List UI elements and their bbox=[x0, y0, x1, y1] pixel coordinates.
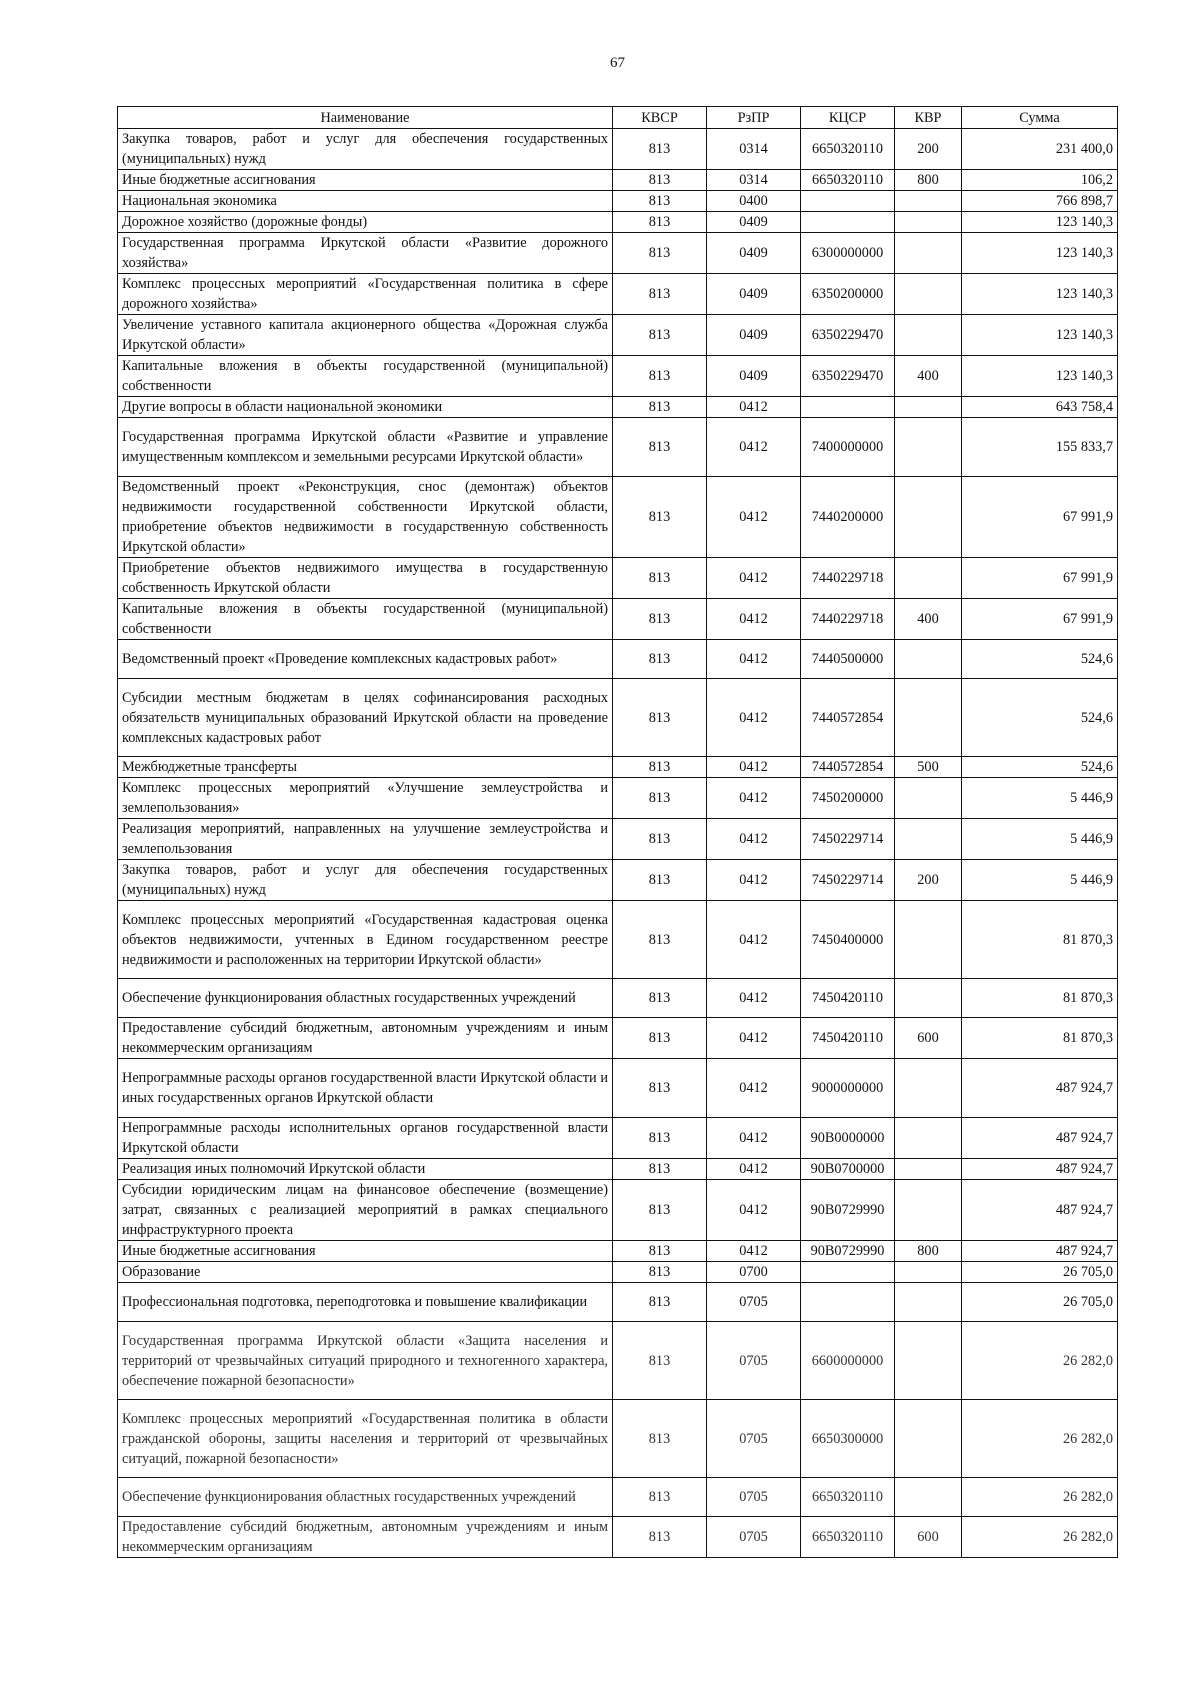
row-sum-cell: 67 991,9 bbox=[962, 599, 1118, 640]
row-name-cell: Субсидии юридическим лицам на финансовое обеспечение (возмещение) затрат, связанных с реализацией мероприятий в рамках специального инфраструктурного проекта bbox=[118, 1180, 613, 1241]
row-rzpr-cell: 0412 bbox=[707, 418, 801, 477]
table-row bbox=[118, 418, 1118, 477]
row-kvr-cell bbox=[895, 1059, 962, 1118]
table-row bbox=[118, 129, 1118, 170]
row-kvr-cell bbox=[895, 979, 962, 1018]
row-kvr-cell: 200 bbox=[895, 129, 962, 170]
row-kvsr-cell: 813 bbox=[613, 1400, 707, 1478]
row-sum-cell: 81 870,3 bbox=[962, 979, 1118, 1018]
row-kvr-cell bbox=[895, 477, 962, 558]
row-kvr-cell bbox=[895, 418, 962, 477]
row-name-cell: Государственная программа Иркутской области «Защита населения и территорий от чрезвычайных ситуаций природного и техногенного характера, обеспечение пожарной безопасности» bbox=[118, 1322, 613, 1400]
row-kvsr-cell: 813 bbox=[613, 274, 707, 315]
row-rzpr-cell: 0412 bbox=[707, 819, 801, 860]
table-row bbox=[118, 233, 1118, 274]
row-kvr-cell: 800 bbox=[895, 1241, 962, 1262]
row-kvr-cell bbox=[895, 1283, 962, 1322]
row-sum-cell: 524,6 bbox=[962, 640, 1118, 679]
row-kvsr-cell: 813 bbox=[613, 1262, 707, 1283]
row-rzpr-cell: 0412 bbox=[707, 979, 801, 1018]
row-rzpr-cell: 0412 bbox=[707, 1118, 801, 1159]
row-kcsr-cell: 7450229714 bbox=[801, 819, 895, 860]
row-kcsr-cell: 6650300000 bbox=[801, 1400, 895, 1478]
row-kvsr-cell: 813 bbox=[613, 901, 707, 979]
row-kcsr-cell bbox=[801, 1283, 895, 1322]
row-name-cell: Капитальные вложения в объекты государственной (муниципальной) собственности bbox=[118, 599, 613, 640]
row-name-cell: Иные бюджетные ассигнования bbox=[118, 170, 613, 191]
row-sum-cell: 487 924,7 bbox=[962, 1241, 1118, 1262]
row-kvsr-cell: 813 bbox=[613, 599, 707, 640]
row-kvsr-cell: 813 bbox=[613, 418, 707, 477]
row-rzpr-cell: 0705 bbox=[707, 1283, 801, 1322]
row-sum-cell: 26 282,0 bbox=[962, 1322, 1118, 1400]
row-name-cell: Капитальные вложения в объекты государственной (муниципальной) собственности bbox=[118, 356, 613, 397]
row-kcsr-cell: 7450420110 bbox=[801, 979, 895, 1018]
row-kvsr-cell: 813 bbox=[613, 1322, 707, 1400]
row-kvsr-cell: 813 bbox=[613, 1018, 707, 1059]
row-sum-cell: 231 400,0 bbox=[962, 129, 1118, 170]
page-number: 67 bbox=[610, 55, 625, 71]
row-kvsr-cell: 813 bbox=[613, 129, 707, 170]
row-kvr-cell bbox=[895, 212, 962, 233]
row-kvr-cell: 500 bbox=[895, 757, 962, 778]
table-row bbox=[118, 757, 1118, 778]
row-kcsr-cell: 90В0700000 bbox=[801, 1159, 895, 1180]
row-name-cell: Закупка товаров, работ и услуг для обеспечения государственных (муниципальных) нужд bbox=[118, 129, 613, 170]
row-rzpr-cell: 0314 bbox=[707, 129, 801, 170]
row-kvr-cell: 200 bbox=[895, 860, 962, 901]
row-kvsr-cell: 813 bbox=[613, 212, 707, 233]
row-sum-cell: 524,6 bbox=[962, 757, 1118, 778]
row-kvr-cell bbox=[895, 1478, 962, 1517]
row-kcsr-cell: 90В0729990 bbox=[801, 1180, 895, 1241]
row-sum-cell: 26 705,0 bbox=[962, 1283, 1118, 1322]
row-name-cell: Увеличение уставного капитала акционерного общества «Дорожная служба Иркутской области» bbox=[118, 315, 613, 356]
row-kcsr-cell: 6650320110 bbox=[801, 1517, 895, 1558]
row-rzpr-cell: 0700 bbox=[707, 1262, 801, 1283]
table-row bbox=[118, 599, 1118, 640]
column-header-kcsr: КЦСР bbox=[801, 107, 895, 129]
row-kvsr-cell: 813 bbox=[613, 640, 707, 679]
row-kcsr-cell: 7450229714 bbox=[801, 860, 895, 901]
table-row bbox=[118, 1283, 1118, 1322]
row-kvsr-cell: 813 bbox=[613, 679, 707, 757]
row-name-cell: Ведомственный проект «Проведение комплексных кадастровых работ» bbox=[118, 640, 613, 679]
row-kvsr-cell: 813 bbox=[613, 191, 707, 212]
column-header-kvsr: КВСР bbox=[613, 107, 707, 129]
row-rzpr-cell: 0409 bbox=[707, 274, 801, 315]
row-rzpr-cell: 0409 bbox=[707, 212, 801, 233]
row-sum-cell: 766 898,7 bbox=[962, 191, 1118, 212]
row-kvr-cell bbox=[895, 1262, 962, 1283]
row-kvsr-cell: 813 bbox=[613, 1118, 707, 1159]
row-sum-cell: 487 924,7 bbox=[962, 1118, 1118, 1159]
row-rzpr-cell: 0412 bbox=[707, 757, 801, 778]
row-name-cell: Реализация иных полномочий Иркутской области bbox=[118, 1159, 613, 1180]
row-kvr-cell bbox=[895, 640, 962, 679]
row-sum-cell: 123 140,3 bbox=[962, 274, 1118, 315]
row-kvsr-cell: 813 bbox=[613, 757, 707, 778]
row-kvsr-cell: 813 bbox=[613, 1059, 707, 1118]
row-kcsr-cell: 6300000000 bbox=[801, 233, 895, 274]
row-sum-cell: 106,2 bbox=[962, 170, 1118, 191]
row-rzpr-cell: 0705 bbox=[707, 1478, 801, 1517]
row-rzpr-cell: 0409 bbox=[707, 315, 801, 356]
table-row bbox=[118, 558, 1118, 599]
row-name-cell: Иные бюджетные ассигнования bbox=[118, 1241, 613, 1262]
row-name-cell: Реализация мероприятий, направленных на улучшение землеустройства и землепользования bbox=[118, 819, 613, 860]
row-kvr-cell bbox=[895, 778, 962, 819]
row-name-cell: Образование bbox=[118, 1262, 613, 1283]
row-kvsr-cell: 813 bbox=[613, 315, 707, 356]
column-header-name: Наименование bbox=[118, 107, 613, 129]
row-kcsr-cell: 90В0000000 bbox=[801, 1118, 895, 1159]
row-kvsr-cell: 813 bbox=[613, 170, 707, 191]
row-kvsr-cell: 813 bbox=[613, 1478, 707, 1517]
row-kcsr-cell: 90В0729990 bbox=[801, 1241, 895, 1262]
row-rzpr-cell: 0412 bbox=[707, 860, 801, 901]
row-kcsr-cell: 6350229470 bbox=[801, 356, 895, 397]
row-rzpr-cell: 0412 bbox=[707, 679, 801, 757]
row-kvsr-cell: 813 bbox=[613, 1517, 707, 1558]
row-rzpr-cell: 0705 bbox=[707, 1322, 801, 1400]
row-kvr-cell bbox=[895, 1322, 962, 1400]
row-rzpr-cell: 0412 bbox=[707, 1018, 801, 1059]
row-kvr-cell bbox=[895, 1180, 962, 1241]
column-header-kvr: КВР bbox=[895, 107, 962, 129]
table-row bbox=[118, 1159, 1118, 1180]
row-kcsr-cell: 9000000000 bbox=[801, 1059, 895, 1118]
row-kvsr-cell: 813 bbox=[613, 1180, 707, 1241]
table-row bbox=[118, 315, 1118, 356]
row-sum-cell: 5 446,9 bbox=[962, 778, 1118, 819]
table-row bbox=[118, 1322, 1118, 1400]
row-sum-cell: 487 924,7 bbox=[962, 1180, 1118, 1241]
row-kcsr-cell: 6350229470 bbox=[801, 315, 895, 356]
row-sum-cell: 81 870,3 bbox=[962, 1018, 1118, 1059]
row-kvsr-cell: 813 bbox=[613, 397, 707, 418]
row-kvr-cell bbox=[895, 1400, 962, 1478]
row-name-cell: Ведомственный проект «Реконструкция, снос (демонтаж) объектов недвижимости государственной собственности Иркутской области, приобретение объектов недвижимости в государственную собственность Иркутской области» bbox=[118, 477, 613, 558]
row-kvsr-cell: 813 bbox=[613, 778, 707, 819]
row-sum-cell: 67 991,9 bbox=[962, 558, 1118, 599]
row-kcsr-cell: 7440200000 bbox=[801, 477, 895, 558]
row-kvsr-cell: 813 bbox=[613, 1283, 707, 1322]
row-kvsr-cell: 813 bbox=[613, 1159, 707, 1180]
row-sum-cell: 123 140,3 bbox=[962, 315, 1118, 356]
row-kvr-cell: 600 bbox=[895, 1517, 962, 1558]
budget-table bbox=[117, 106, 1118, 1558]
row-kvr-cell bbox=[895, 819, 962, 860]
table-row bbox=[118, 1241, 1118, 1262]
row-kvsr-cell: 813 bbox=[613, 1241, 707, 1262]
row-name-cell: Предоставление субсидий бюджетным, автономным учреждениям и иным некоммерческим организациям bbox=[118, 1018, 613, 1059]
row-name-cell: Обеспечение функционирования областных государственных учреждений bbox=[118, 979, 613, 1018]
row-sum-cell: 524,6 bbox=[962, 679, 1118, 757]
row-kvr-cell bbox=[895, 1159, 962, 1180]
row-kcsr-cell bbox=[801, 1262, 895, 1283]
row-kcsr-cell: 7440500000 bbox=[801, 640, 895, 679]
row-rzpr-cell: 0314 bbox=[707, 170, 801, 191]
table-row bbox=[118, 640, 1118, 679]
column-header-sum: Сумма bbox=[962, 107, 1118, 129]
row-sum-cell: 67 991,9 bbox=[962, 477, 1118, 558]
row-kvr-cell bbox=[895, 558, 962, 599]
row-kvsr-cell: 813 bbox=[613, 819, 707, 860]
row-kvr-cell: 400 bbox=[895, 599, 962, 640]
row-name-cell: Комплекс процессных мероприятий «Государственная политика в сфере дорожного хозяйства» bbox=[118, 274, 613, 315]
row-sum-cell: 487 924,7 bbox=[962, 1159, 1118, 1180]
row-kcsr-cell: 6350200000 bbox=[801, 274, 895, 315]
row-name-cell: Другие вопросы в области национальной экономики bbox=[118, 397, 613, 418]
row-sum-cell: 487 924,7 bbox=[962, 1059, 1118, 1118]
row-kvsr-cell: 813 bbox=[613, 558, 707, 599]
table-row bbox=[118, 1478, 1118, 1517]
row-name-cell: Межбюджетные трансферты bbox=[118, 757, 613, 778]
row-sum-cell: 123 140,3 bbox=[962, 356, 1118, 397]
row-rzpr-cell: 0705 bbox=[707, 1400, 801, 1478]
row-kcsr-cell bbox=[801, 191, 895, 212]
row-name-cell: Обеспечение функционирования областных государственных учреждений bbox=[118, 1478, 613, 1517]
row-kcsr-cell: 7440572854 bbox=[801, 679, 895, 757]
row-name-cell: Государственная программа Иркутской области «Развитие дорожного хозяйства» bbox=[118, 233, 613, 274]
table-row bbox=[118, 679, 1118, 757]
column-header-rzpr: РзПР bbox=[707, 107, 801, 129]
row-name-cell: Комплекс процессных мероприятий «Государственная кадастровая оценка объектов недвижимости, учтенных в Едином государственном реестре недвижимости и расположенных на территории Иркутской области» bbox=[118, 901, 613, 979]
row-kcsr-cell: 6650320110 bbox=[801, 170, 895, 191]
row-name-cell: Профессиональная подготовка, переподготовка и повышение квалификации bbox=[118, 1283, 613, 1322]
row-rzpr-cell: 0412 bbox=[707, 558, 801, 599]
row-sum-cell: 26 282,0 bbox=[962, 1400, 1118, 1478]
row-sum-cell: 26 705,0 bbox=[962, 1262, 1118, 1283]
row-rzpr-cell: 0409 bbox=[707, 356, 801, 397]
row-rzpr-cell: 0412 bbox=[707, 901, 801, 979]
row-name-cell: Комплекс процессных мероприятий «Улучшение землеустройства и землепользования» bbox=[118, 778, 613, 819]
row-rzpr-cell: 0412 bbox=[707, 1159, 801, 1180]
row-kvr-cell bbox=[895, 397, 962, 418]
row-sum-cell: 81 870,3 bbox=[962, 901, 1118, 979]
row-name-cell: Дорожное хозяйство (дорожные фонды) bbox=[118, 212, 613, 233]
row-kvsr-cell: 813 bbox=[613, 356, 707, 397]
row-sum-cell: 5 446,9 bbox=[962, 819, 1118, 860]
table-row bbox=[118, 1262, 1118, 1283]
row-name-cell: Непрограммные расходы органов государственной власти Иркутской области и иных государственных органов Иркутской области bbox=[118, 1059, 613, 1118]
row-name-cell: Закупка товаров, работ и услуг для обеспечения государственных (муниципальных) нужд bbox=[118, 860, 613, 901]
row-kvr-cell: 400 bbox=[895, 356, 962, 397]
row-kcsr-cell: 7450420110 bbox=[801, 1018, 895, 1059]
row-rzpr-cell: 0412 bbox=[707, 1059, 801, 1118]
row-rzpr-cell: 0412 bbox=[707, 1241, 801, 1262]
table-row bbox=[118, 191, 1118, 212]
row-rzpr-cell: 0412 bbox=[707, 1180, 801, 1241]
row-name-cell: Национальная экономика bbox=[118, 191, 613, 212]
row-name-cell: Субсидии местным бюджетам в целях софинансирования расходных обязательств муниципальных образований Иркутской области на проведение комплексных кадастровых работ bbox=[118, 679, 613, 757]
row-kcsr-cell: 6600000000 bbox=[801, 1322, 895, 1400]
table-row bbox=[118, 170, 1118, 191]
table-row bbox=[118, 356, 1118, 397]
table-row bbox=[118, 212, 1118, 233]
row-name-cell: Комплекс процессных мероприятий «Государственная политика в области гражданской обороны, защиты населения и территорий от чрезвычайных ситуаций, пожарной безопасности» bbox=[118, 1400, 613, 1478]
row-kvsr-cell: 813 bbox=[613, 233, 707, 274]
row-kvr-cell bbox=[895, 191, 962, 212]
row-sum-cell: 155 833,7 bbox=[962, 418, 1118, 477]
row-kcsr-cell: 7440229718 bbox=[801, 558, 895, 599]
row-kvr-cell bbox=[895, 901, 962, 979]
table-row bbox=[118, 1400, 1118, 1478]
table-row bbox=[118, 979, 1118, 1018]
row-kcsr-cell: 7450200000 bbox=[801, 778, 895, 819]
row-kvr-cell bbox=[895, 233, 962, 274]
row-name-cell: Предоставление субсидий бюджетным, автономным учреждениям и иным некоммерческим организациям bbox=[118, 1517, 613, 1558]
row-rzpr-cell: 0705 bbox=[707, 1517, 801, 1558]
table-header-row bbox=[118, 107, 1118, 129]
table-row bbox=[118, 1180, 1118, 1241]
row-rzpr-cell: 0412 bbox=[707, 477, 801, 558]
table-row bbox=[118, 819, 1118, 860]
table-row bbox=[118, 1517, 1118, 1558]
row-sum-cell: 123 140,3 bbox=[962, 212, 1118, 233]
row-kvsr-cell: 813 bbox=[613, 860, 707, 901]
row-rzpr-cell: 0412 bbox=[707, 640, 801, 679]
table-row bbox=[118, 1059, 1118, 1118]
row-rzpr-cell: 0409 bbox=[707, 233, 801, 274]
row-kvsr-cell: 813 bbox=[613, 477, 707, 558]
row-kvr-cell bbox=[895, 679, 962, 757]
row-kvr-cell bbox=[895, 1118, 962, 1159]
table-row bbox=[118, 274, 1118, 315]
row-rzpr-cell: 0400 bbox=[707, 191, 801, 212]
row-sum-cell: 643 758,4 bbox=[962, 397, 1118, 418]
table-row bbox=[118, 397, 1118, 418]
row-rzpr-cell: 0412 bbox=[707, 778, 801, 819]
row-rzpr-cell: 0412 bbox=[707, 599, 801, 640]
row-kcsr-cell bbox=[801, 212, 895, 233]
row-sum-cell: 123 140,3 bbox=[962, 233, 1118, 274]
row-kvr-cell: 800 bbox=[895, 170, 962, 191]
row-kcsr-cell: 7400000000 bbox=[801, 418, 895, 477]
row-kvr-cell bbox=[895, 274, 962, 315]
row-rzpr-cell: 0412 bbox=[707, 397, 801, 418]
table-row bbox=[118, 477, 1118, 558]
row-kcsr-cell: 6650320110 bbox=[801, 129, 895, 170]
row-name-cell: Государственная программа Иркутской области «Развитие и управление имущественным комплексом и земельными ресурсами Иркутской области» bbox=[118, 418, 613, 477]
row-kvr-cell bbox=[895, 315, 962, 356]
table-row bbox=[118, 901, 1118, 979]
row-kvr-cell: 600 bbox=[895, 1018, 962, 1059]
table-row bbox=[118, 860, 1118, 901]
row-name-cell: Непрограммные расходы исполнительных органов государственной власти Иркутской области bbox=[118, 1118, 613, 1159]
row-sum-cell: 5 446,9 bbox=[962, 860, 1118, 901]
row-kcsr-cell: 6650320110 bbox=[801, 1478, 895, 1517]
table-body bbox=[118, 129, 1118, 1558]
row-sum-cell: 26 282,0 bbox=[962, 1478, 1118, 1517]
row-sum-cell: 26 282,0 bbox=[962, 1517, 1118, 1558]
row-kcsr-cell bbox=[801, 397, 895, 418]
table-row bbox=[118, 778, 1118, 819]
table-row bbox=[118, 1118, 1118, 1159]
row-kcsr-cell: 7440229718 bbox=[801, 599, 895, 640]
row-name-cell: Приобретение объектов недвижимого имущества в государственную собственность Иркутской области bbox=[118, 558, 613, 599]
row-kvsr-cell: 813 bbox=[613, 979, 707, 1018]
row-kcsr-cell: 7450400000 bbox=[801, 901, 895, 979]
row-kcsr-cell: 7440572854 bbox=[801, 757, 895, 778]
table-row bbox=[118, 1018, 1118, 1059]
